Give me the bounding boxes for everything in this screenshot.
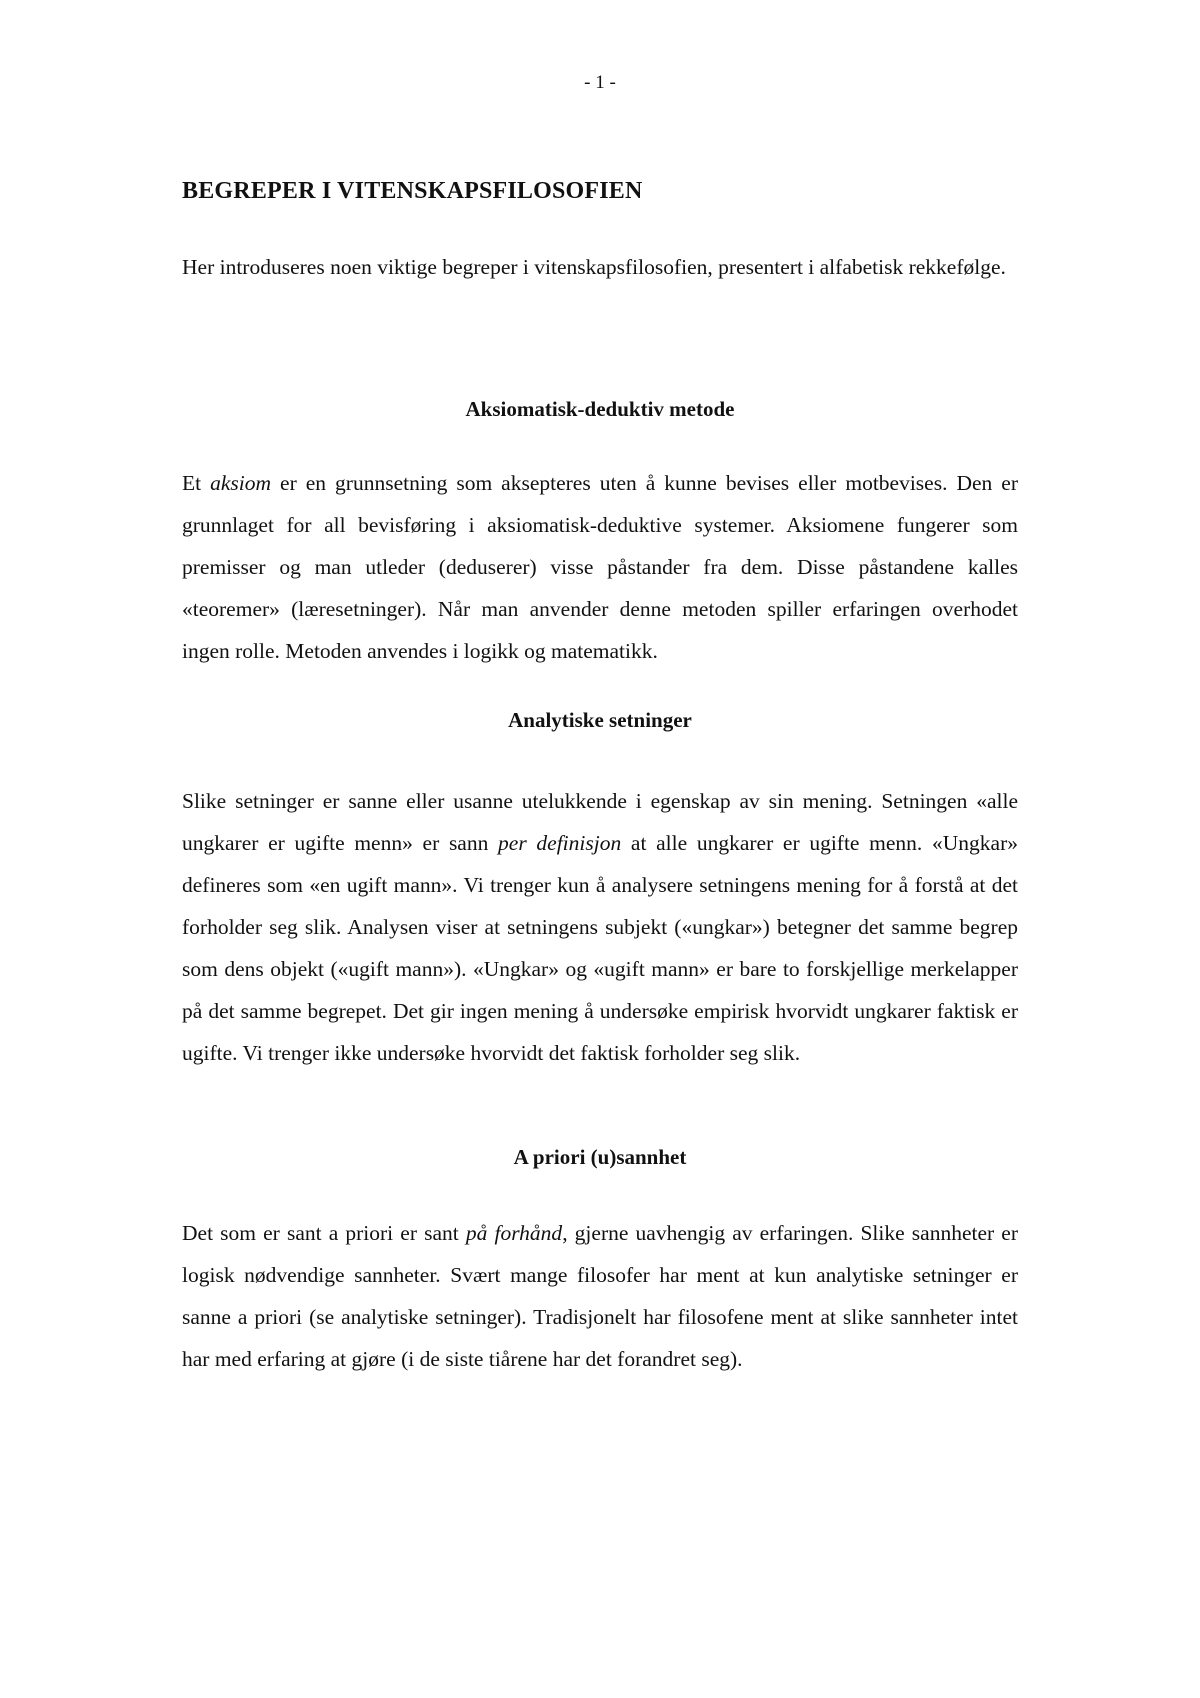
italic-term: på forhånd	[465, 1221, 563, 1245]
section-heading-aksiomatisk: Aksiomatisk-deduktiv metode	[465, 397, 735, 421]
body-text: Det som er sant a priori er sant	[182, 1221, 466, 1245]
body-text: er en grunnsetning som aksepteres uten å kunne bevises eller motbevises. Den er grunnlaget for all bevisføring i aksiomatisk-deduktive systemer. Aksiomene fungerer som premisser og man utleder (deduserer) visse påstander fra dem. Disse påstandene kalles «teoremer» (læresetninger). Når man anvender denne metoden spiller erfaringen overhodet ingen rolle. Metoden anvendes i logikk og matematikk.	[182, 471, 1018, 663]
document-title: BEGREPER I VITENSKAPSFILOSOFIEN	[182, 178, 643, 204]
section-heading-a-priori: A priori (u)sannhet	[513, 1145, 687, 1169]
body-text: Slike setninger er sanne eller usanne utelukkende i egenskap av sin mening. Setningen «alle ungkarer er ugifte menn» er sann	[182, 789, 1018, 855]
body-text: at alle ungkarer er ugifte menn. «Ungkar» defineres som «en ugift mann». Vi trenger kun å analysere setningens mening for å forstå at det forholder seg slik. Analysen viser at setningens subjekt («ungkar») betegner det samme begrep som dens objekt («ugift mann»). «Ungkar» og «ugift mann» er bare to forskjellige merkelapper på det samme begrepet. Det gir ingen mening å undersøke empirisk hvorvidt ungkarer faktisk er ugifte. Vi trenger ikke undersøke hvorvidt det faktisk forholder seg slik.	[182, 831, 1018, 1065]
page-number: - 1 -	[584, 72, 616, 93]
section-body-a-priori	[182, 1212, 1018, 1380]
italic-term: aksiom	[210, 471, 272, 495]
section-body-analytiske	[182, 780, 1018, 1074]
section-heading-analytiske: Analytiske setninger	[508, 708, 692, 732]
section-body-aksiomatisk	[182, 462, 1018, 672]
italic-term: per definisjon	[498, 831, 622, 855]
intro-paragraph: Her introduseres noen viktige begreper i vitenskapsfilosofien, presentert i alfabetisk rekkefølge.	[182, 255, 1006, 279]
body-text: Et	[182, 471, 211, 495]
body-text: , gjerne uavhengig av erfaringen. Slike sannheter er logisk nødvendige sannheter. Svært mange filosofer har ment at kun analytiske setninger er sanne a priori (se analytiske setninger). Tradisjonelt har filosofene ment at slike sannheter intet har med erfaring at gjøre (i de siste tiårene har det forandret seg).	[182, 1221, 1018, 1371]
